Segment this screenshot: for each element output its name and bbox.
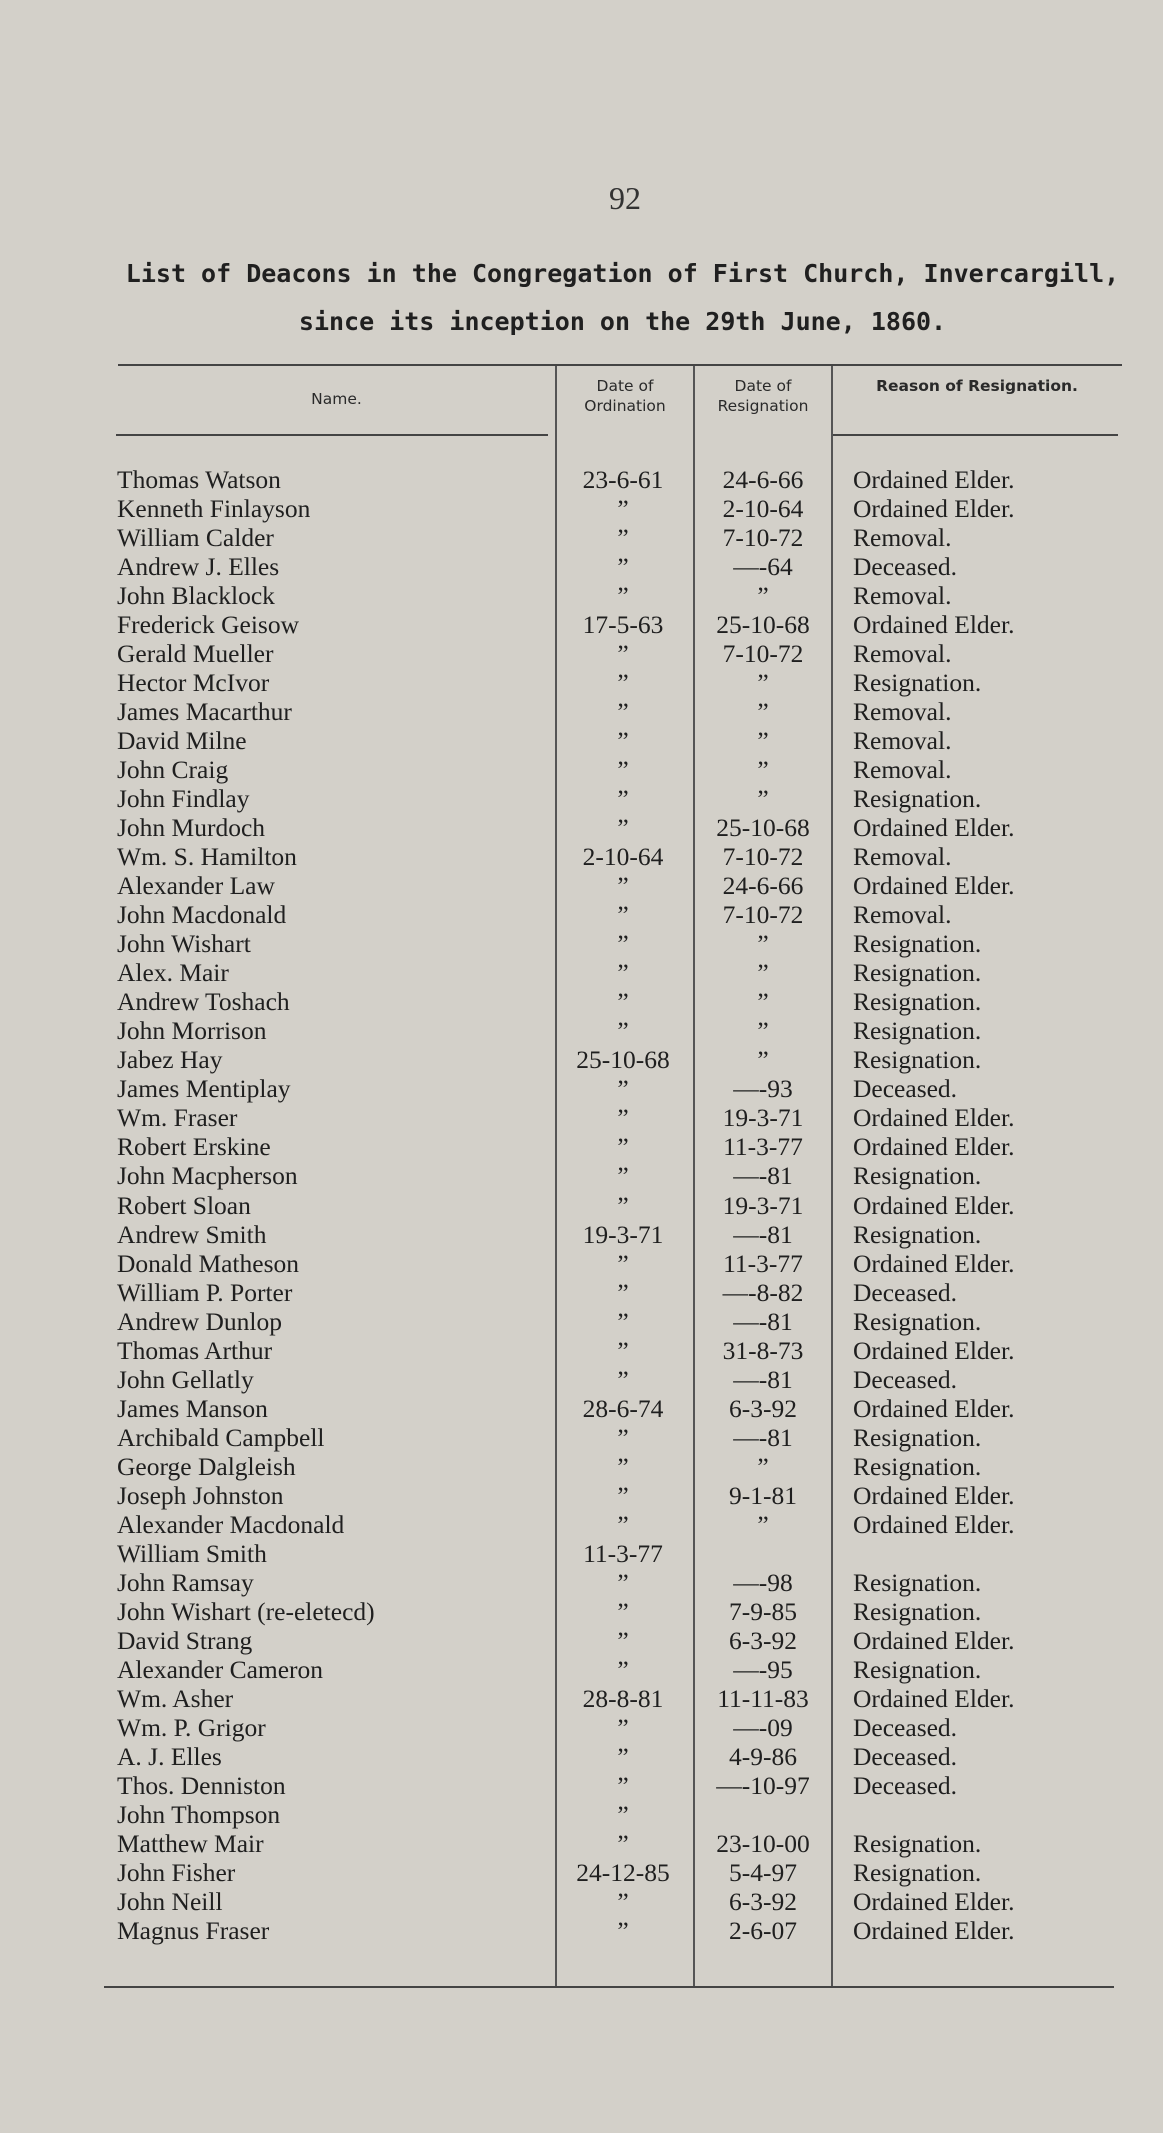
- deacon-name: Wm. Asher: [117, 1683, 234, 1713]
- resignation-date: —-95: [733, 1654, 793, 1684]
- ordination-date: ”: [617, 1654, 629, 1684]
- resignation-reason: Resignation.: [853, 987, 982, 1017]
- table-row: [0, 1452, 1163, 1481]
- deacon-name: David Strang: [117, 1625, 253, 1655]
- resignation-reason: Ordained Elder.: [853, 1916, 1015, 1945]
- resignation-reason: Ordained Elder.: [853, 813, 1015, 843]
- resignation-date: 4-9-86: [729, 1741, 797, 1771]
- ordination-date: ”: [617, 639, 629, 669]
- resignation-reason: Resignation.: [853, 1654, 982, 1684]
- deacon-name: John Wishart: [117, 929, 251, 959]
- resignation-reason: Ordained Elder.: [853, 465, 1015, 494]
- table-row: [0, 1771, 1163, 1800]
- deacon-name: John Findlay: [117, 784, 250, 814]
- deacon-name: William Calder: [117, 523, 274, 553]
- ordination-date: ”: [617, 1364, 629, 1394]
- table-row: [0, 1336, 1163, 1365]
- table-row: [0, 1249, 1163, 1278]
- deacon-name: William P. Porter: [117, 1277, 293, 1307]
- resignation-reason: Removal.: [853, 581, 952, 611]
- resignation-reason: Ordained Elder.: [853, 1335, 1015, 1365]
- table-row: [0, 842, 1163, 871]
- table-row: [0, 784, 1163, 813]
- ordination-date: 24-12-85: [576, 1857, 670, 1887]
- resignation-date: 6-3-92: [729, 1393, 797, 1423]
- table-bottom-rule: [104, 1986, 1114, 1988]
- deacon-name: Wm. S. Hamilton: [117, 842, 297, 872]
- resignation-reason: Resignation.: [853, 1045, 982, 1075]
- deacon-name: Donald Matheson: [117, 1248, 300, 1278]
- deacon-name: John Macdonald: [117, 900, 287, 930]
- ordination-date: ”: [617, 929, 629, 959]
- resignation-date: —-81: [733, 1161, 793, 1191]
- deacon-name: John Fisher: [117, 1857, 236, 1887]
- resignation-reason: Ordained Elder.: [853, 1190, 1015, 1220]
- deacon-name: Thomas Arthur: [117, 1335, 273, 1365]
- resignation-date: 25-10-68: [716, 813, 810, 843]
- table-row: [0, 1307, 1163, 1336]
- deacon-name: Alexander Macdonald: [117, 1509, 345, 1539]
- deacon-name: John Blacklock: [117, 581, 275, 611]
- resignation-date: —-98: [733, 1567, 793, 1597]
- table-row: [0, 1655, 1163, 1684]
- resignation-reason: Resignation.: [853, 929, 982, 959]
- table-row: [0, 1510, 1163, 1539]
- table-row: [0, 1539, 1163, 1568]
- resignation-reason: Ordained Elder.: [853, 1480, 1015, 1510]
- ordination-date: ”: [617, 552, 629, 582]
- deacon-name: John Murdoch: [117, 813, 266, 843]
- resignation-reason: Deceased.: [853, 1277, 958, 1307]
- resignation-date: —-10-97: [716, 1770, 810, 1800]
- deacon-name: John Wishart (re-eletecd): [117, 1596, 375, 1626]
- resignation-date: 19-3-71: [722, 1103, 804, 1133]
- resignation-date: ”: [757, 784, 769, 814]
- deacon-name: Alexander Cameron: [117, 1654, 324, 1684]
- resignation-reason: Ordained Elder.: [853, 494, 1015, 524]
- resignation-date: 31-8-73: [722, 1335, 804, 1365]
- ordination-date: ”: [617, 1335, 629, 1365]
- table-row: [0, 1045, 1163, 1074]
- ordination-date: ”: [617, 726, 629, 756]
- resignation-date: 24-6-66: [722, 871, 804, 901]
- resignation-date: 9-1-81: [729, 1480, 797, 1510]
- ordination-date: ”: [617, 755, 629, 785]
- table-row: [0, 1132, 1163, 1161]
- ordination-date: ”: [617, 1190, 629, 1220]
- ordination-date: ”: [617, 668, 629, 698]
- table-row: [0, 929, 1163, 958]
- table-row: [0, 987, 1163, 1016]
- ordination-date: ”: [617, 697, 629, 727]
- table-row: [0, 465, 1163, 494]
- page-number: 92: [609, 180, 641, 216]
- deacon-name: Magnus Fraser: [117, 1916, 270, 1945]
- resignation-date: ”: [757, 726, 769, 756]
- resignation-reason: Resignation.: [853, 1828, 982, 1858]
- table-row: [0, 639, 1163, 668]
- resignation-reason: Removal.: [853, 755, 952, 785]
- resignation-date: 25-10-68: [716, 610, 810, 640]
- deacon-name: Andrew Toshach: [117, 987, 290, 1017]
- resignation-reason: Resignation.: [853, 1451, 982, 1481]
- ordination-date: ”: [617, 784, 629, 814]
- resignation-date: 19-3-71: [722, 1190, 804, 1220]
- deacon-name: Kenneth Finlayson: [117, 494, 311, 524]
- resignation-date: 24-6-66: [722, 465, 804, 494]
- resignation-date: 11-3-77: [723, 1248, 803, 1278]
- resignation-date: 2-6-07: [729, 1916, 797, 1945]
- table-row: [0, 1626, 1163, 1655]
- title-line-1: List of Deacons in the Congregation of First Church, Invercargill,: [125, 259, 1120, 288]
- resignation-date: —-81: [733, 1364, 793, 1394]
- resignation-reason: Resignation.: [853, 1422, 982, 1452]
- table-row: [0, 1365, 1163, 1394]
- resignation-date: —-81: [733, 1219, 793, 1249]
- table-row: [0, 1103, 1163, 1132]
- table-row: [0, 1220, 1163, 1249]
- resignation-date: ”: [757, 1016, 769, 1046]
- ordination-date: ”: [617, 871, 629, 901]
- deacon-name: Jabez Hay: [117, 1045, 223, 1075]
- resignation-reason: Resignation.: [853, 668, 982, 698]
- resignation-reason: Ordained Elder.: [853, 1393, 1015, 1423]
- table-row: [0, 1191, 1163, 1220]
- resignation-reason: Ordained Elder.: [853, 610, 1015, 640]
- ordination-date: ”: [617, 1625, 629, 1655]
- table-row: [0, 523, 1163, 552]
- header-reason: Reason of Resignation.: [876, 377, 1078, 395]
- deacon-name: James Macarthur: [117, 697, 292, 727]
- deacon-name: Wm. P. Grigor: [117, 1712, 266, 1742]
- header-ordination: Date of Ordination: [584, 377, 666, 415]
- deacon-name: John Neill: [117, 1886, 223, 1916]
- deacon-name: John Morrison: [117, 1016, 267, 1046]
- resignation-reason: Ordained Elder.: [853, 1683, 1015, 1713]
- resignation-date: ”: [757, 1451, 769, 1481]
- resignation-reason: Ordained Elder.: [853, 1625, 1015, 1655]
- resignation-reason: Ordained Elder.: [853, 1886, 1015, 1916]
- table-row: [0, 900, 1163, 929]
- resignation-reason: Deceased.: [853, 1364, 958, 1394]
- header-bottom-rule-right: [832, 434, 1118, 436]
- deacon-name: Matthew Mair: [117, 1828, 264, 1858]
- ordination-date: ”: [617, 1886, 629, 1916]
- table-row: [0, 1858, 1163, 1887]
- header-bottom-rule-left: [116, 434, 548, 436]
- table-row: [0, 581, 1163, 610]
- table-top-rule: [118, 364, 1122, 366]
- table-row: [0, 1713, 1163, 1742]
- table-row: [0, 726, 1163, 755]
- table-row: [0, 494, 1163, 523]
- resignation-reason: Deceased.: [853, 1712, 958, 1742]
- deacon-name: Wm. Fraser: [117, 1103, 238, 1133]
- deacon-name: Hector McIvor: [117, 668, 270, 698]
- table-row: [0, 1829, 1163, 1858]
- deacon-name: Thomas Watson: [117, 465, 281, 494]
- resignation-date: ”: [757, 697, 769, 727]
- resignation-reason: Ordained Elder.: [853, 1248, 1015, 1278]
- ordination-date: ”: [617, 1770, 629, 1800]
- resignation-date: ”: [757, 1509, 769, 1539]
- deacon-name: Gerald Mueller: [117, 639, 274, 669]
- resignation-date: 7-10-72: [722, 523, 804, 553]
- deacon-name: Archibald Campbell: [117, 1422, 325, 1452]
- deacon-name: Alexander Law: [117, 871, 275, 901]
- table-row: [0, 1394, 1163, 1423]
- resignation-date: —-64: [733, 552, 793, 582]
- ordination-date: ”: [617, 1828, 629, 1858]
- resignation-reason: Resignation.: [853, 1567, 982, 1597]
- resignation-date: 11-3-77: [723, 1132, 803, 1162]
- resignation-reason: Deceased.: [853, 552, 958, 582]
- resignation-date: 6-3-92: [729, 1625, 797, 1655]
- header-name: Name.: [311, 390, 362, 408]
- ordination-date: 28-8-81: [582, 1683, 664, 1713]
- ordination-date: ”: [617, 494, 629, 524]
- table-row: [0, 1161, 1163, 1190]
- table-row: [0, 1597, 1163, 1626]
- table-row: [0, 1074, 1163, 1103]
- ordination-date: ”: [617, 1799, 629, 1829]
- ordination-date: ”: [617, 1596, 629, 1626]
- table-row: [0, 813, 1163, 842]
- ordination-date: ”: [617, 1422, 629, 1452]
- deacon-name: Frederick Geisow: [117, 610, 299, 640]
- resignation-reason: Removal.: [853, 523, 952, 553]
- resignation-date: 7-9-85: [729, 1596, 797, 1626]
- resignation-reason: Resignation.: [853, 1219, 982, 1249]
- table-row: [0, 1684, 1163, 1713]
- ordination-date: 17-5-63: [582, 610, 664, 640]
- resignation-reason: Ordained Elder.: [853, 1103, 1015, 1133]
- ordination-date: ”: [617, 1306, 629, 1336]
- resignation-date: ”: [757, 581, 769, 611]
- ordination-date: ”: [617, 1132, 629, 1162]
- resignation-date: ”: [757, 668, 769, 698]
- resignation-date: ”: [757, 987, 769, 1017]
- deacon-name: Thos. Denniston: [117, 1770, 286, 1800]
- resignation-reason: Ordained Elder.: [853, 1132, 1015, 1162]
- table-row: [0, 871, 1163, 900]
- deacon-name: Robert Erskine: [117, 1132, 271, 1162]
- ordination-date: ”: [617, 1016, 629, 1046]
- ordination-date: ”: [617, 1248, 629, 1278]
- table-row: [0, 1887, 1163, 1916]
- deacon-name: John Thompson: [117, 1799, 281, 1829]
- table-row: [0, 1800, 1163, 1829]
- resignation-reason: Resignation.: [853, 1857, 982, 1887]
- resignation-reason: Deceased.: [853, 1741, 958, 1771]
- ordination-date: 11-3-77: [583, 1538, 663, 1568]
- ordination-date: ”: [617, 1103, 629, 1133]
- resignation-date: 11-11-83: [717, 1683, 809, 1713]
- deacon-name: William Smith: [117, 1538, 267, 1568]
- resignation-date: 7-10-72: [722, 639, 804, 669]
- deacon-name: Andrew J. Elles: [117, 552, 280, 582]
- ordination-date: ”: [617, 813, 629, 843]
- ordination-date: ”: [617, 1712, 629, 1742]
- resignation-date: ”: [757, 958, 769, 988]
- table-row: [0, 697, 1163, 726]
- resignation-date: 23-10-00: [716, 1828, 810, 1858]
- deacon-name: John Gellatly: [117, 1364, 254, 1394]
- table-row: [0, 1278, 1163, 1307]
- resignation-date: —-93: [733, 1074, 793, 1104]
- resignation-date: 7-10-72: [722, 900, 804, 930]
- resignation-date: —-81: [733, 1422, 793, 1452]
- resignation-reason: Removal.: [853, 726, 952, 756]
- resignation-date: 7-10-72: [722, 842, 804, 872]
- table-row: [0, 1568, 1163, 1597]
- ordination-date: ”: [617, 1741, 629, 1771]
- ordination-date: ”: [617, 523, 629, 553]
- table-row: [0, 1423, 1163, 1452]
- ordination-date: ”: [617, 987, 629, 1017]
- resignation-reason: Resignation.: [853, 958, 982, 988]
- deacon-name: Andrew Smith: [117, 1219, 267, 1249]
- table-row: [0, 958, 1163, 987]
- resignation-reason: Resignation.: [853, 784, 982, 814]
- deacon-name: James Mentiplay: [117, 1074, 291, 1104]
- ordination-date: ”: [617, 1161, 629, 1191]
- ordination-date: ”: [617, 900, 629, 930]
- page-title: [105, 250, 1140, 346]
- ordination-date: 25-10-68: [576, 1045, 670, 1075]
- table-row: [0, 755, 1163, 784]
- resignation-date: —-8-82: [722, 1277, 804, 1307]
- resignation-date: ”: [757, 755, 769, 785]
- table-row: [0, 668, 1163, 697]
- resignation-date: ”: [757, 929, 769, 959]
- resignation-reason: Resignation.: [853, 1596, 982, 1626]
- ordination-date: ”: [617, 1509, 629, 1539]
- ordination-date: ”: [617, 1567, 629, 1597]
- ordination-date: 28-6-74: [582, 1393, 664, 1423]
- resignation-reason: Resignation.: [853, 1161, 982, 1191]
- table-row: [0, 610, 1163, 639]
- ordination-date: 19-3-71: [582, 1219, 664, 1249]
- resignation-date: 2-10-64: [722, 494, 804, 524]
- ordination-date: ”: [617, 1480, 629, 1510]
- deacon-name: George Dalgleish: [117, 1451, 296, 1481]
- deacon-name: Robert Sloan: [117, 1190, 251, 1220]
- resignation-date: 5-4-97: [729, 1857, 797, 1887]
- deacon-name: Joseph Johnston: [117, 1480, 284, 1510]
- resignation-date: ”: [757, 1045, 769, 1075]
- header-resignation: Date of Resignation: [717, 377, 809, 415]
- table-row: [0, 1016, 1163, 1045]
- deacon-name: Andrew Dunlop: [117, 1306, 283, 1336]
- deacon-name: John Craig: [117, 755, 229, 785]
- ordination-date: 23-6-61: [582, 465, 664, 494]
- table-row: [0, 1481, 1163, 1510]
- deacon-name: Alex. Mair: [117, 958, 229, 988]
- resignation-reason: Ordained Elder.: [853, 1509, 1015, 1539]
- title-line-2: since its inception on the 29th June, 1860.: [298, 307, 947, 336]
- resignation-reason: Ordained Elder.: [853, 871, 1015, 901]
- resignation-reason: Removal.: [853, 900, 952, 930]
- ordination-date: ”: [617, 1277, 629, 1307]
- deacon-name: John Macpherson: [117, 1161, 298, 1191]
- ordination-date: ”: [617, 1451, 629, 1481]
- resignation-reason: Deceased.: [853, 1770, 958, 1800]
- ordination-date: ”: [617, 581, 629, 611]
- resignation-reason: Resignation.: [853, 1016, 982, 1046]
- ordination-date: ”: [617, 1916, 629, 1945]
- resignation-reason: Deceased.: [853, 1074, 958, 1104]
- deacon-name: John Ramsay: [117, 1567, 254, 1597]
- resignation-reason: Removal.: [853, 842, 952, 872]
- deacon-name: A. J. Elles: [117, 1741, 222, 1771]
- resignation-reason: Removal.: [853, 639, 952, 669]
- deacon-name: David Milne: [117, 726, 247, 756]
- ordination-date: 2-10-64: [582, 842, 664, 872]
- deacon-name: James Manson: [117, 1393, 268, 1423]
- ordination-date: ”: [617, 1074, 629, 1104]
- resignation-reason: Resignation.: [853, 1306, 982, 1336]
- resignation-date: —-09: [733, 1712, 793, 1742]
- table-row: [0, 1742, 1163, 1771]
- ordination-date: ”: [617, 958, 629, 988]
- resignation-reason: Removal.: [853, 697, 952, 727]
- table-row: [0, 552, 1163, 581]
- resignation-date: —-81: [733, 1306, 793, 1336]
- table-row: [0, 1916, 1163, 1945]
- resignation-date: 6-3-92: [729, 1886, 797, 1916]
